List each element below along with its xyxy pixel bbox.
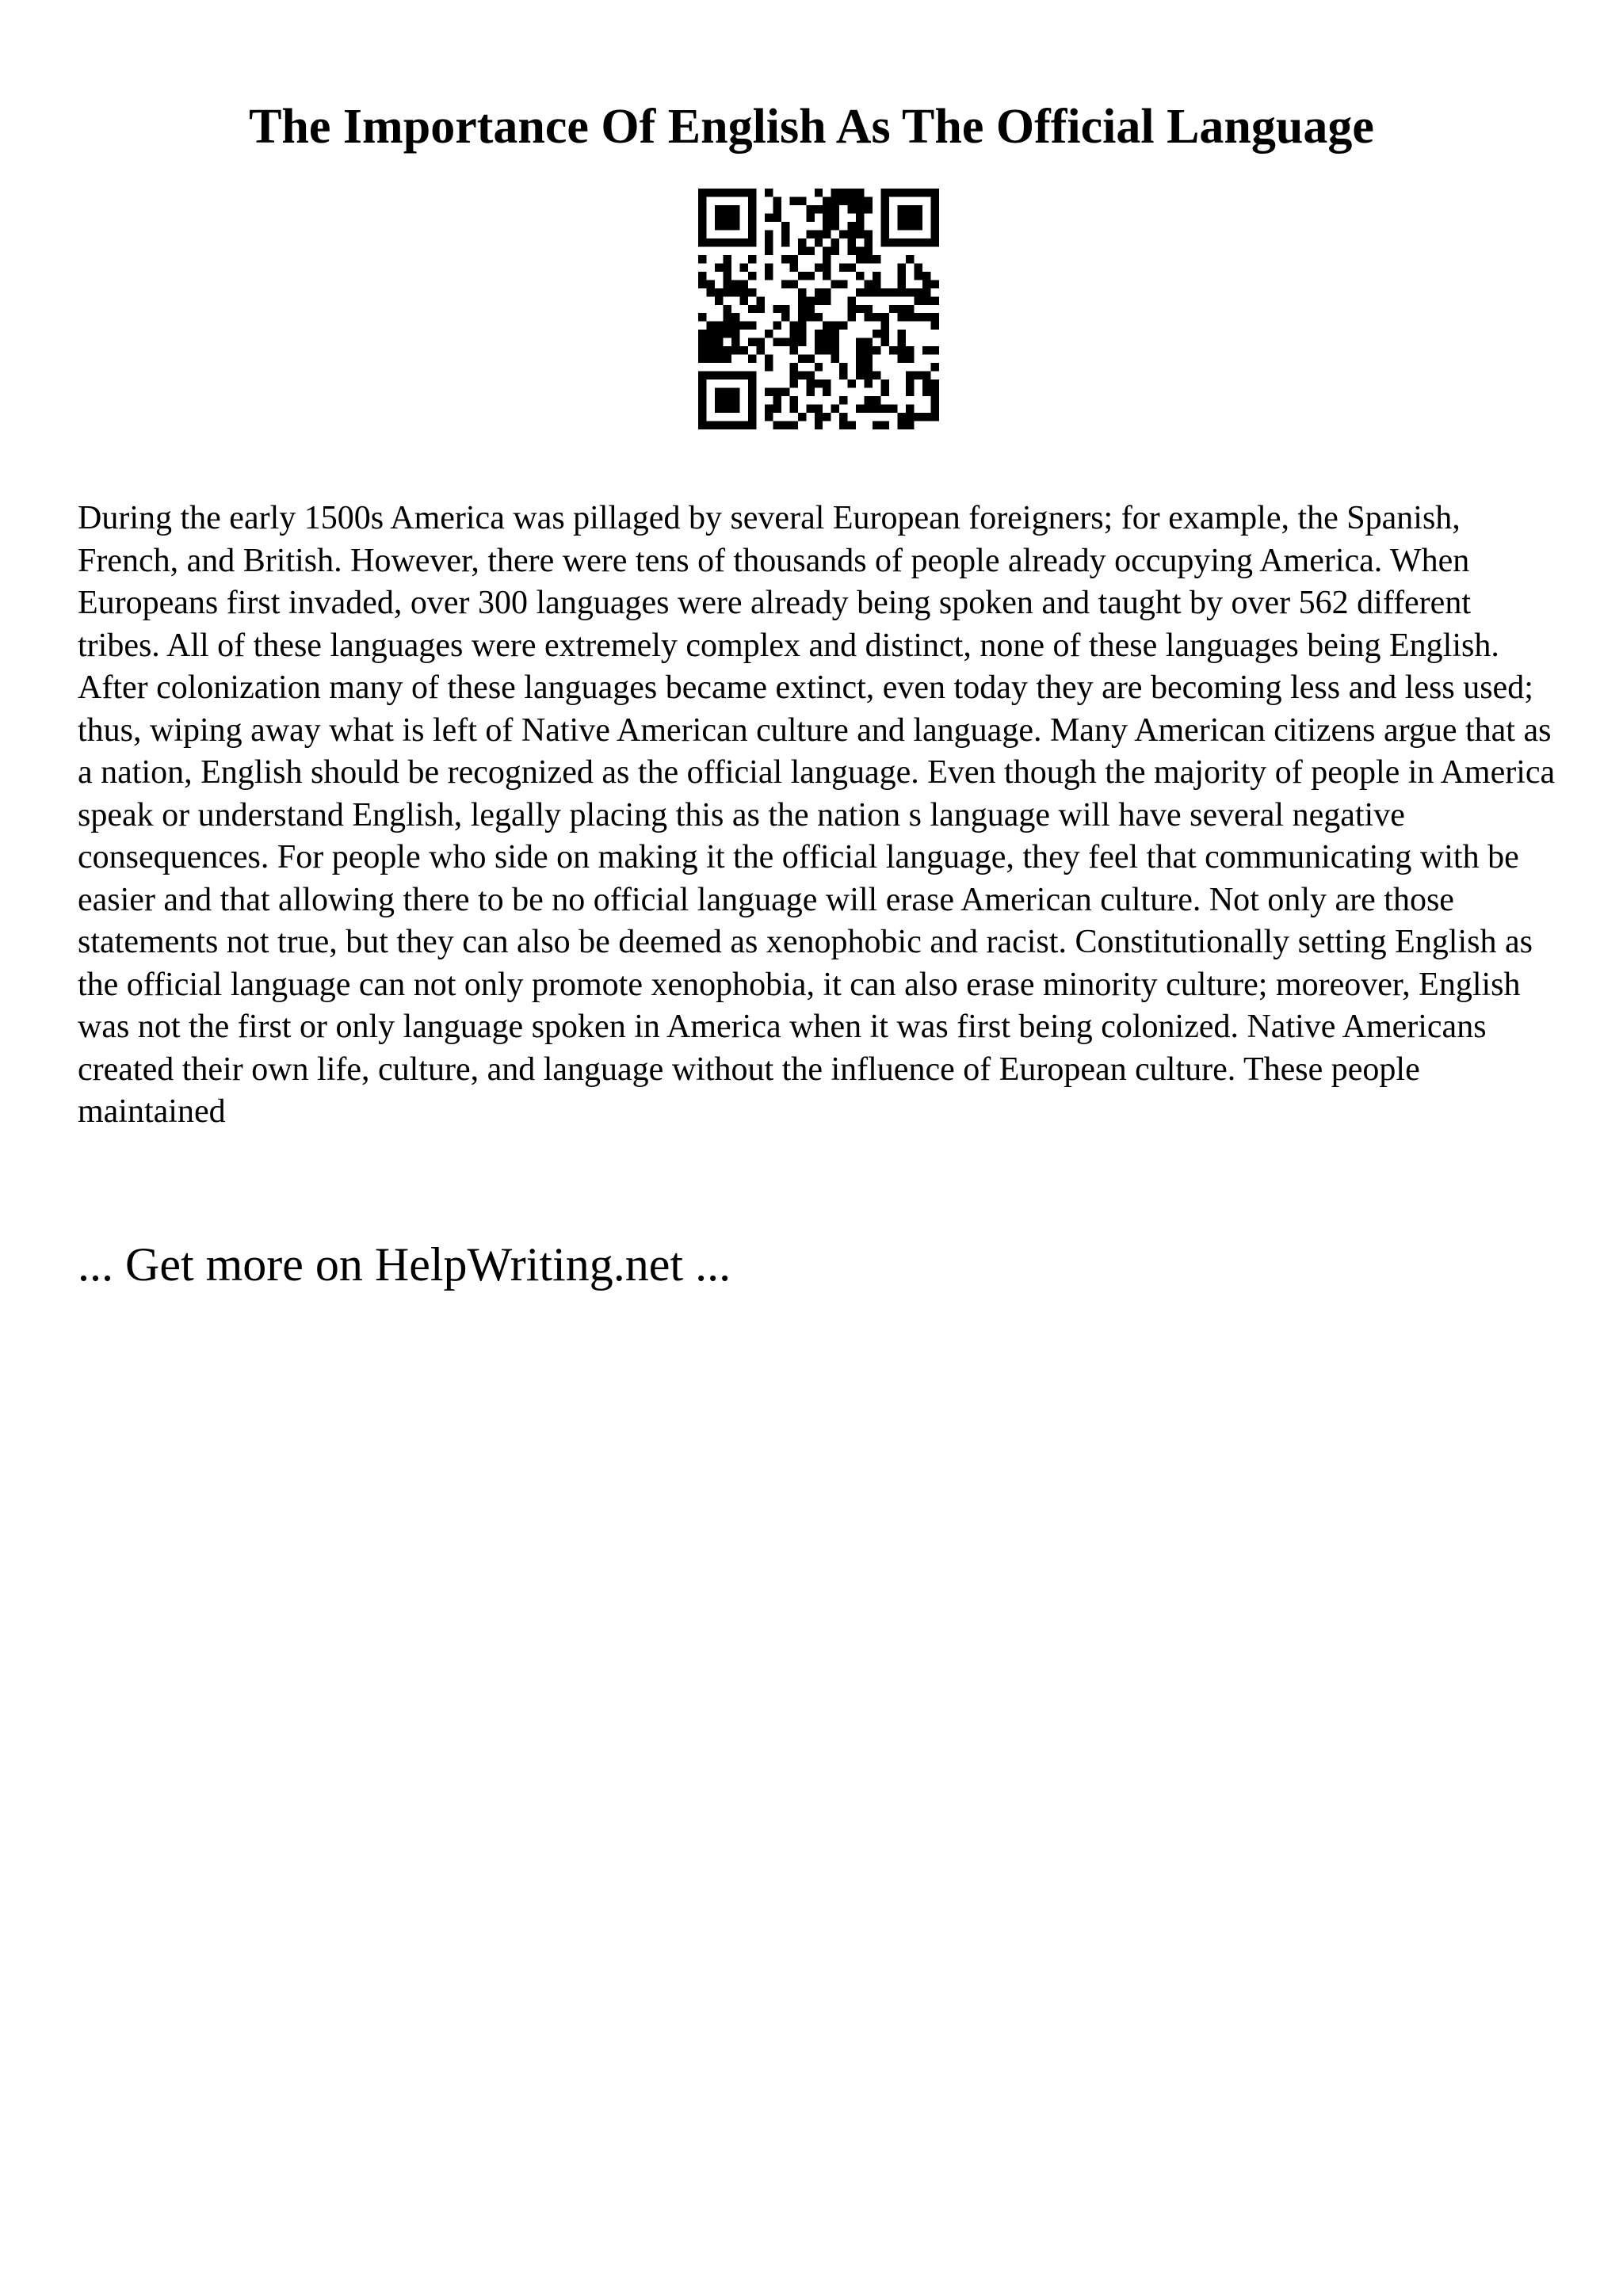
get-more-link[interactable]: ... Get more on HelpWriting.net ... [78, 1238, 731, 1291]
qr-code-icon[interactable] [698, 189, 939, 429]
essay-body-text: During the early 1500s America was pillaged by several European foreigners; for example, the Spanish, French, and British. However, there were tens of thousands of people already occupying America. When Europeans first invaded, over 300 languages were already being spoken and taught by over 562 different tribes. All of these languages were extremely complex and distinct, none of these languages being English. After colonization many of these languages became extinct, even today they are becoming less and less used; thus, wiping away what is left of Native American culture and language. Many American citizens argue that as a nation, English should be recognized as the official language. Even though the majority of people in America speak or understand English, legally placing this as the nation s language will have several negative consequences. For people who side on making it the official language, they feel that communicating with be easier and that allowing there to be no official language will erase American culture. Not only are those statements not true, but they can also be deemed as xenophobic and racist. Constitutionally setting English as the official language can not only promote xenophobia, it can also erase minority culture; moreover, English was not the first or only language spoken in America when it was first being colonized. Native Americans created their own life, culture, and language without the influence of European culture. These people maintained [78, 500, 1556, 1130]
document-title: The Importance Of English As The Official Language [249, 100, 1374, 154]
